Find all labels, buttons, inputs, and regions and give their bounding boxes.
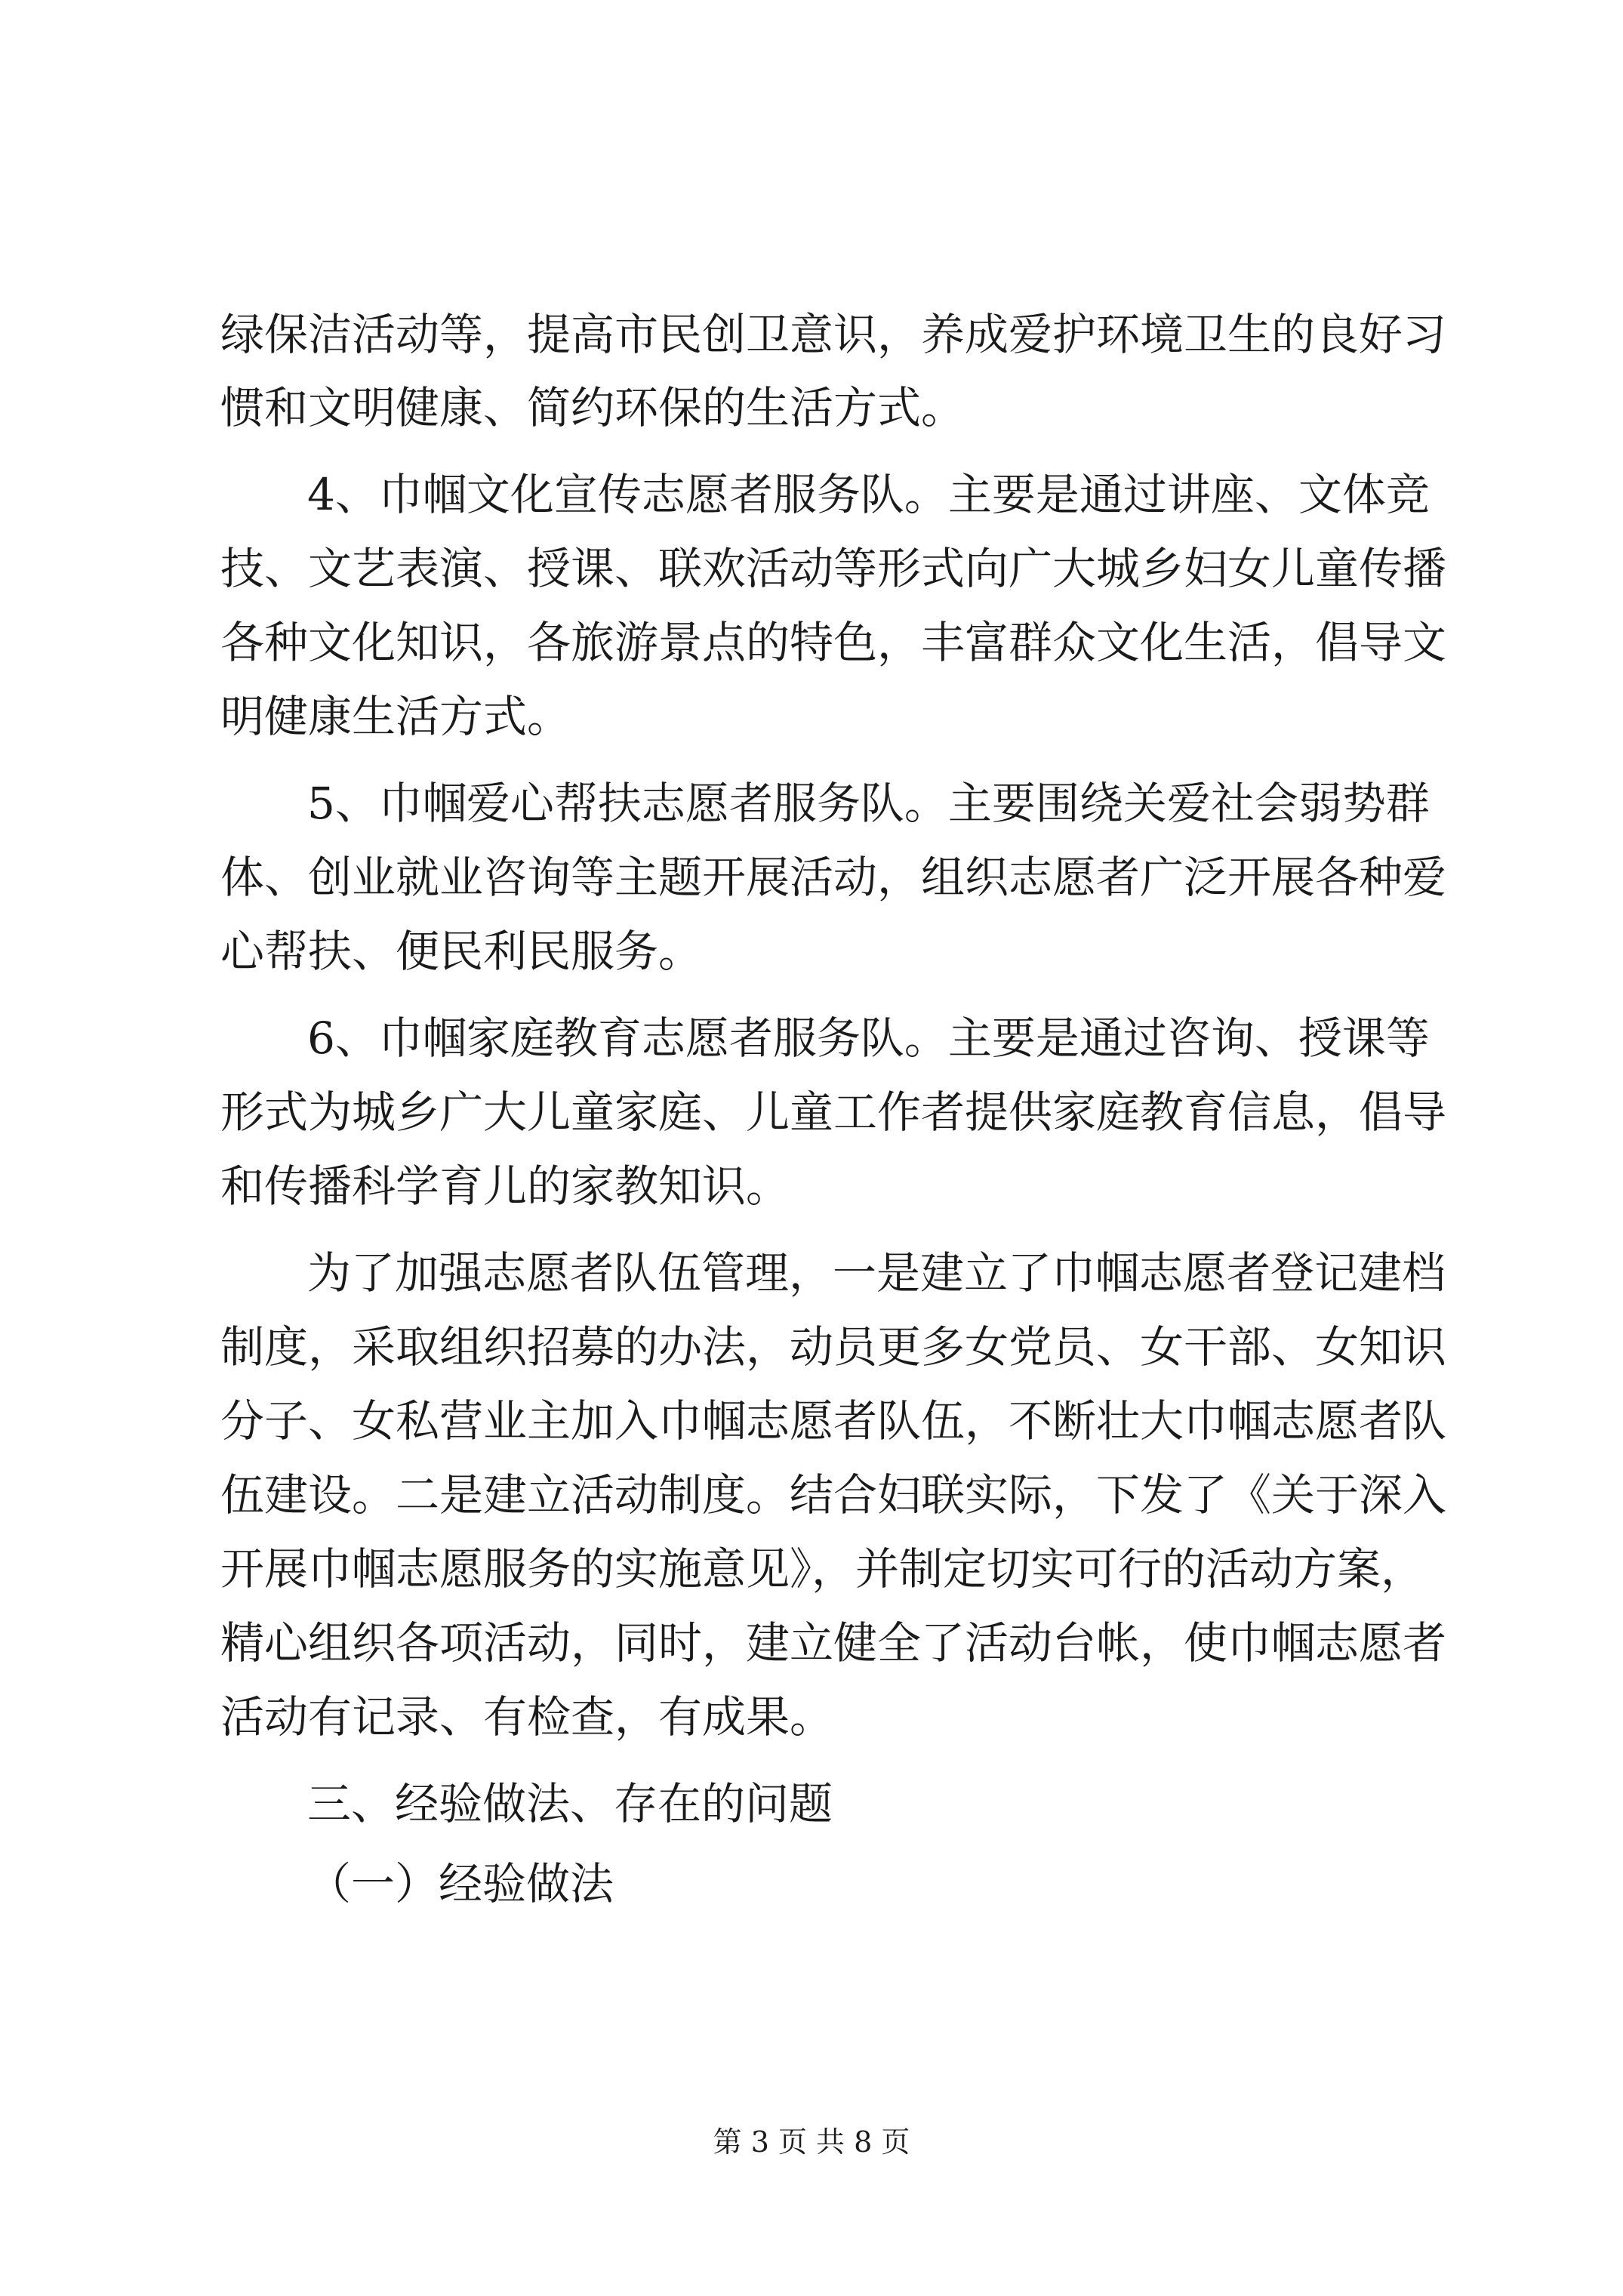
text-line-15: 分子、女私营业主加入巾帼志愿者队伍，不断壮大巾帼志愿者队: [220, 1395, 1447, 1447]
text-line-1: 绿保洁活动等，提高市民创卫意识，养成爱护环境卫生的良好习: [220, 309, 1447, 360]
text-line-10: 6、巾帼家庭教育志愿者服务队。主要是通过咨询、授课等: [307, 1012, 1430, 1064]
text-line-2: 惯和文明健康、简约环保的生活方式。: [220, 382, 965, 433]
section-heading: 三、经验做法、存在的问题: [307, 1778, 833, 1829]
text-line-16: 伍建设。二是建立活动制度。结合妇联实际，下发了《关于深入: [220, 1469, 1447, 1521]
page-number-footer: 第 3 页 共 8 页: [713, 2125, 910, 2159]
text-line-9: 心帮扶、便民利民服务。: [220, 926, 703, 977]
text-line-13: 为了加强志愿者队伍管理，一是建立了巾帼志愿者登记建档: [307, 1247, 1446, 1299]
text-line-19: 活动有记录、有检查，有成果。: [220, 1691, 834, 1743]
text-line-11: 形式为城乡广大儿童家庭、儿童工作者提供家庭教育信息，倡导: [220, 1086, 1447, 1138]
subsection-heading: （一）经验做法: [307, 1858, 614, 1909]
text-line-3: 4、巾帼文化宣传志愿者服务队。主要是通过讲座、文体竞: [307, 469, 1430, 520]
text-line-7: 5、巾帼爱心帮扶志愿者服务队。主要围绕关爱社会弱势群: [307, 778, 1430, 829]
text-line-6: 明健康生活方式。: [220, 691, 571, 742]
text-line-8: 体、创业就业咨询等主题开展活动，组织志愿者广泛开展各种爱: [220, 852, 1447, 903]
text-line-17: 开展巾帼志愿服务的实施意见》，并制定切实可行的活动方案，: [220, 1543, 1425, 1595]
text-line-12: 和传播科学育儿的家教知识。: [220, 1160, 790, 1212]
text-line-4: 技、文艺表演、授课、联欢活动等形式向广大城乡妇女儿童传播: [220, 543, 1447, 594]
text-line-5: 各种文化知识，各旅游景点的特色，丰富群众文化生活，倡导文: [220, 617, 1447, 668]
text-line-14: 制度，采取组织招募的办法，动员更多女党员、女干部、女知识: [220, 1321, 1447, 1373]
text-line-18: 精心组织各项活动，同时，建立健全了活动台帐，使巾帼志愿者: [220, 1617, 1447, 1669]
